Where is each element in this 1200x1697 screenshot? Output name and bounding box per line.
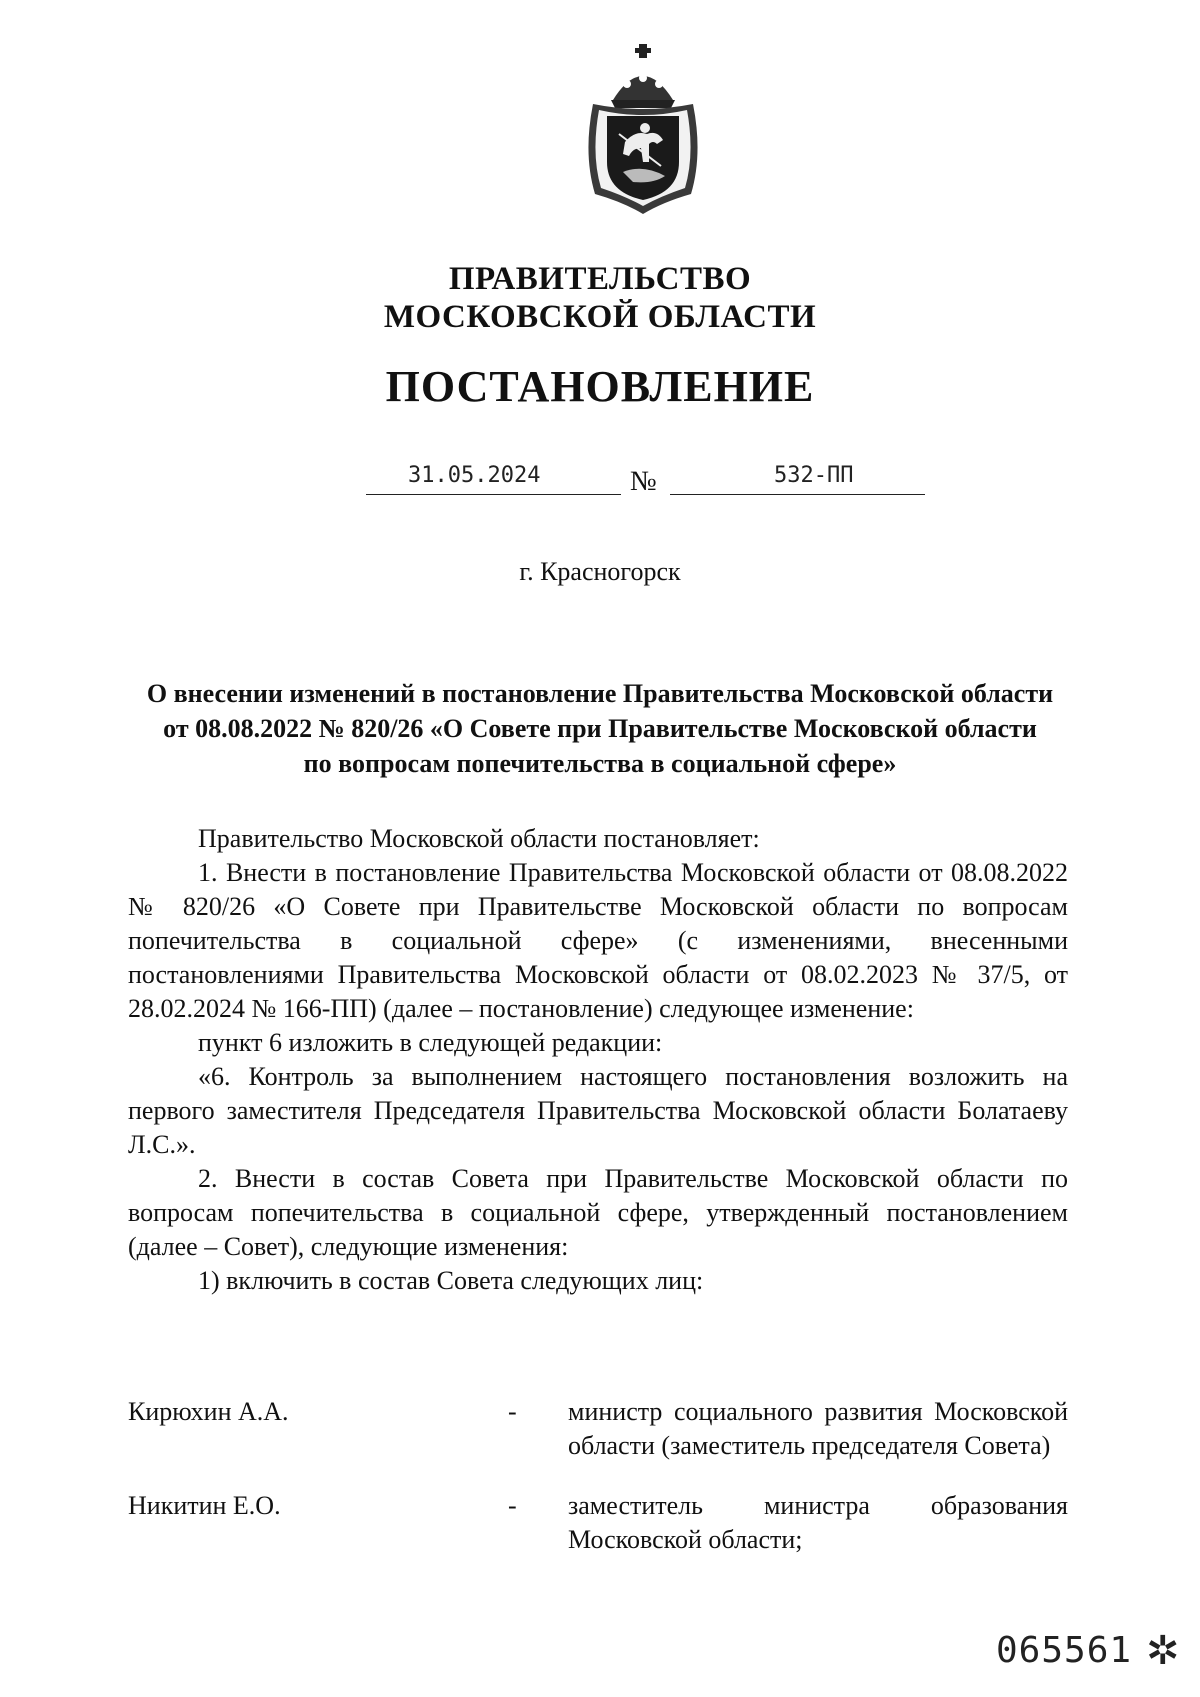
- number-sign: №: [630, 466, 657, 497]
- city: г. Красногорск: [519, 557, 681, 586]
- person-dash: -: [508, 1397, 517, 1426]
- body-paragraph: пункт 6 изложить в следующей редакции:: [198, 1028, 663, 1057]
- list-item: [128, 1395, 1068, 1463]
- person-name: Никитин Е.О.: [128, 1491, 281, 1520]
- number-field: [670, 456, 925, 495]
- government-name-line2: МОСКОВСКОЙ ОБЛАСТИ: [383, 299, 817, 335]
- document-title: [120, 676, 1080, 781]
- body-paragraph: 1) включить в состав Совета следующих лиц:: [198, 1266, 704, 1295]
- document-date: 31.05.2024: [408, 463, 541, 488]
- title-line2: от 08.08.2022 № 820/26 «О Совете при Правительстве Московской области: [163, 714, 1037, 743]
- title-line3: по вопросам попечительства в социальной сфере»: [303, 749, 897, 778]
- person-dash: -: [508, 1491, 517, 1520]
- document-body: [128, 822, 1068, 1298]
- person-role: министр социального развития Московской области (заместитель председателя Совета): [568, 1397, 1068, 1460]
- government-name-line1: ПРАВИТЕЛЬСТВО: [448, 261, 752, 297]
- asterisk-icon: ✲: [1146, 1628, 1180, 1674]
- date-field: [366, 456, 621, 495]
- body-paragraph: «6. Контроль за выполнением настоящего постановления возложить на первого заместителя Председателя Правительства Московской области Болатаеву Л.С.».: [128, 1062, 1068, 1159]
- body-paragraph: Правительство Московской области постановляет:: [198, 824, 760, 853]
- document-number: 532-ПП: [774, 463, 854, 488]
- body-paragraph: 1. Внести в постановление Правительства Московской области от 08.08.2022 № 820/26 «О Совете при Правительстве Московской области по вопросам попечительства в социальной сфере» (с изменениями, внесенными постановлениями Правительства Московской области от 08.02.2023 № 37/5, от 28.02.2024 № 166-ПП) (далее – постановление) следующее изменение:: [128, 858, 1068, 1023]
- person-role: заместитель министра образования Московской области;: [568, 1491, 1068, 1554]
- title-line1: О внесении изменений в постановление Правительства Московской области: [146, 679, 1054, 708]
- government-name: [0, 260, 1200, 336]
- list-item: [128, 1489, 1068, 1557]
- person-name: Кирюхин А.А.: [128, 1397, 289, 1426]
- coat-of-arms-icon: [583, 44, 703, 214]
- persons-list: [128, 1395, 1068, 1583]
- document-type: ПОСТАНОВЛЕНИЕ: [385, 362, 815, 411]
- body-paragraph: 2. Внести в состав Совета при Правительстве Московской области по вопросам попечительства в социальной сфере, утвержденный постановлением (далее – Совет), следующие изменения:: [128, 1164, 1068, 1261]
- date-number-line: [366, 456, 926, 498]
- serial-number: 065561: [996, 1630, 1133, 1671]
